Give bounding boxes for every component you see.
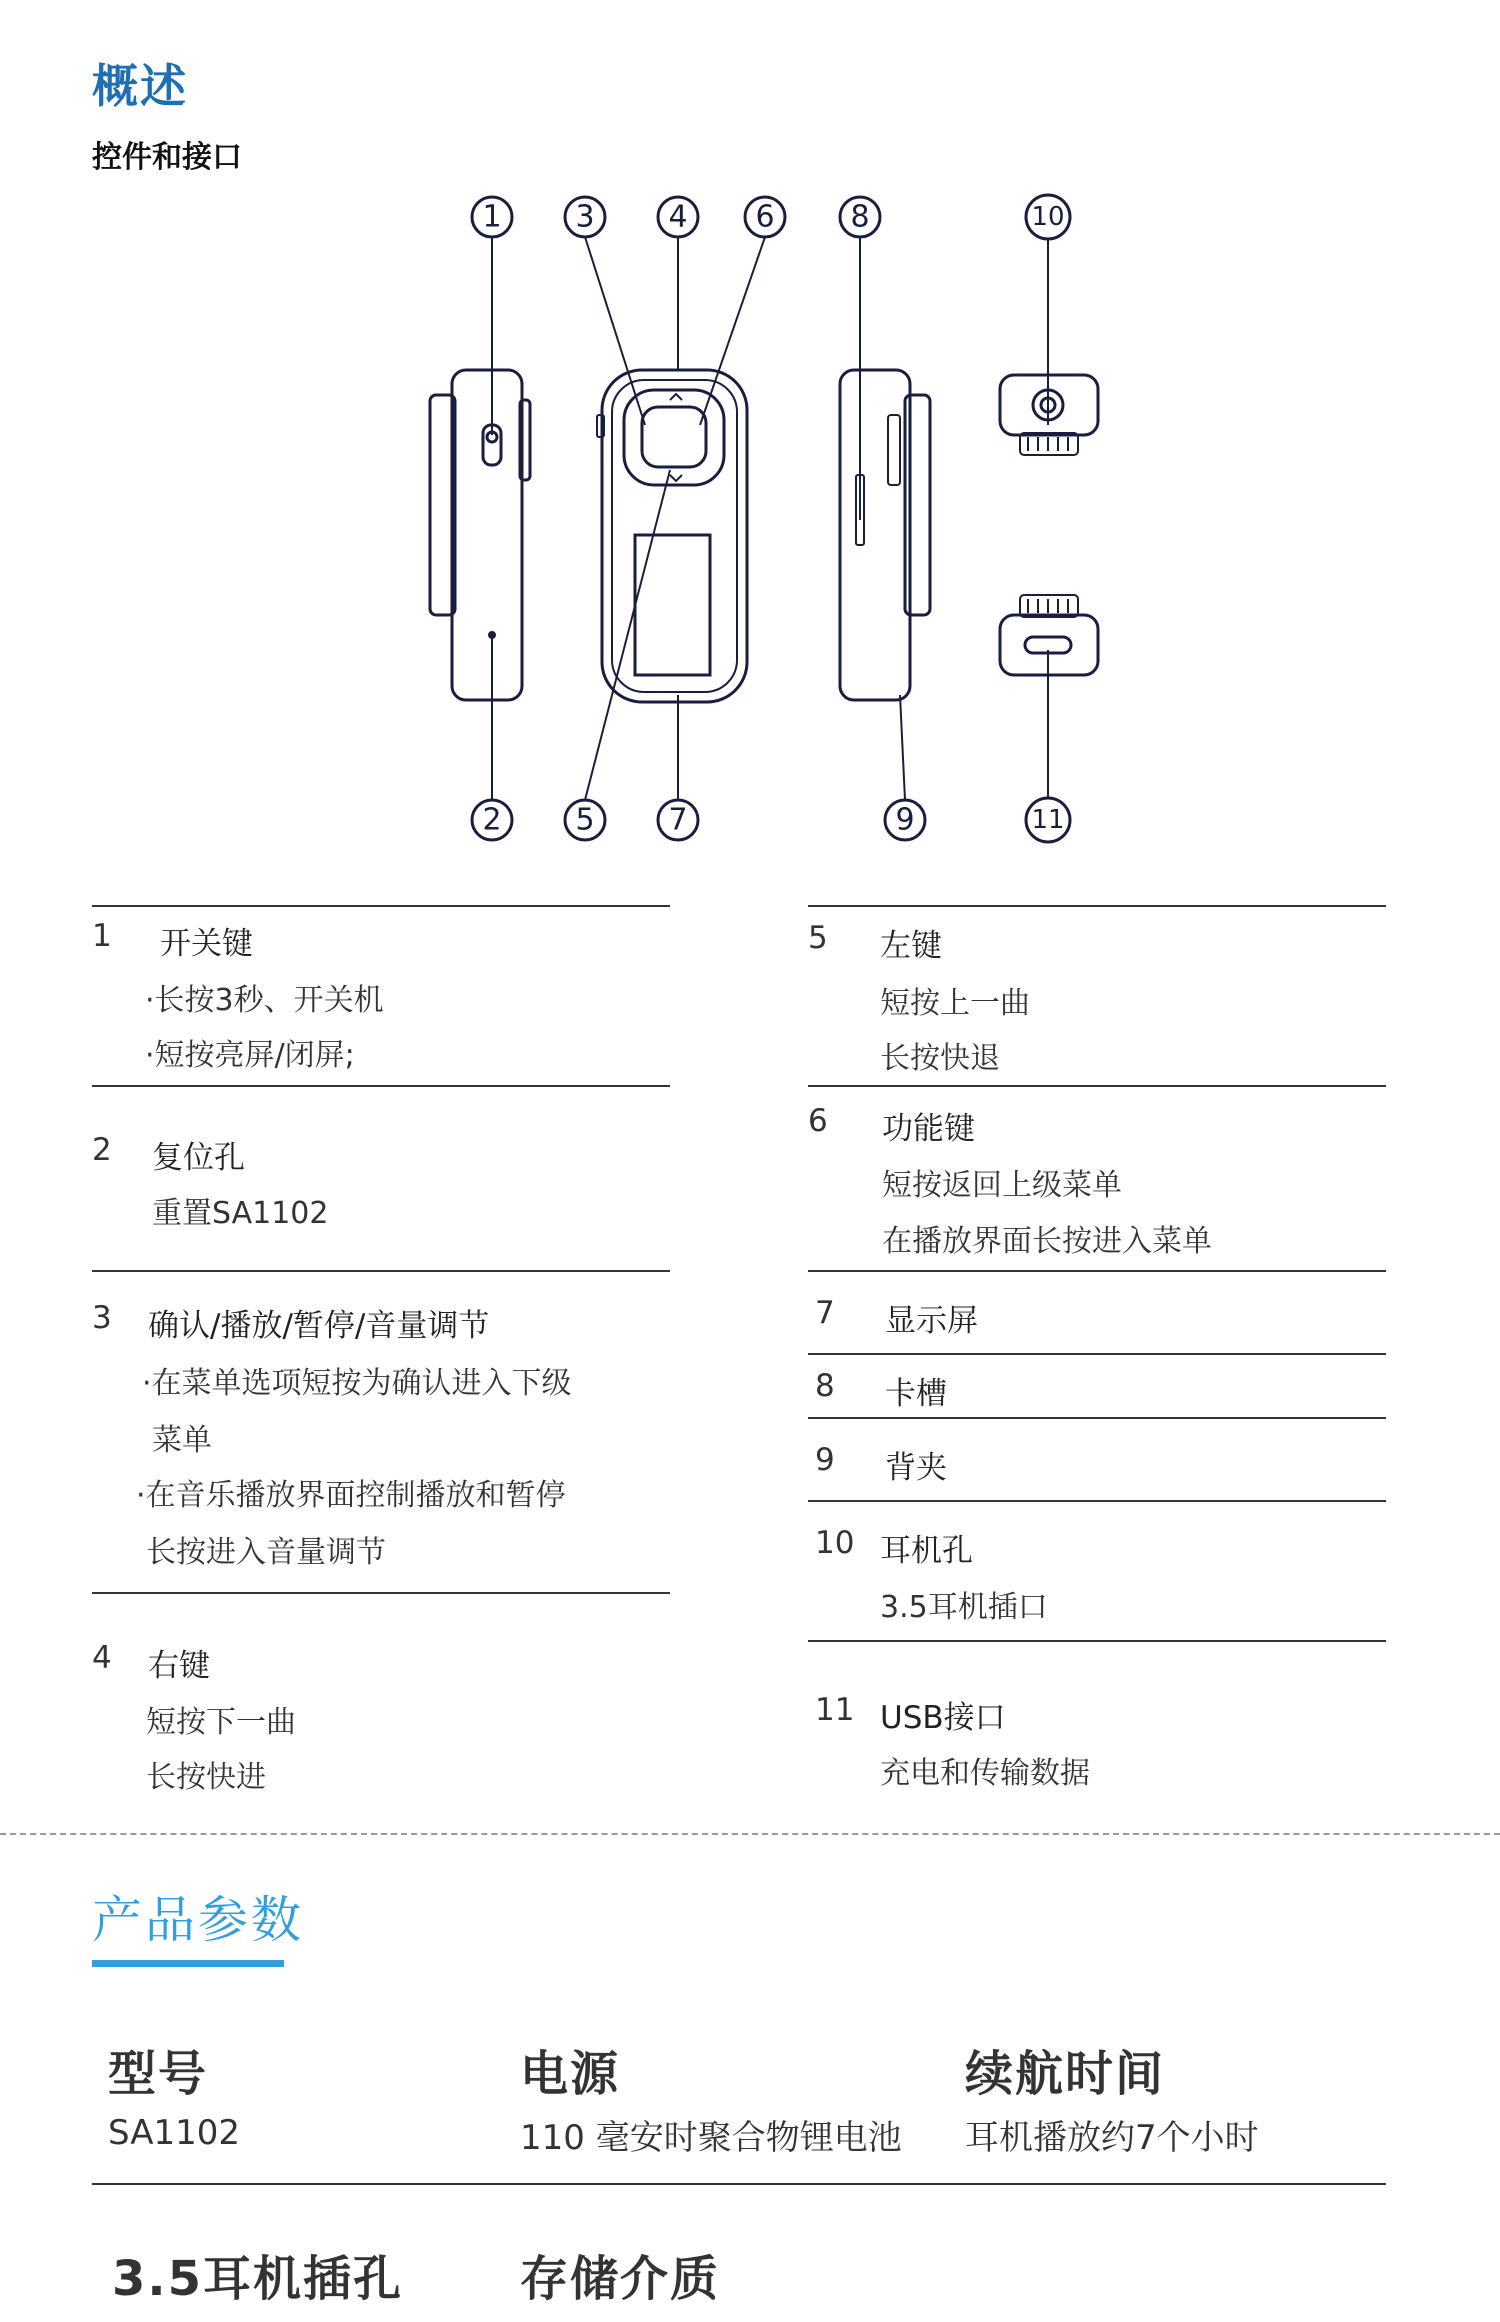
item-number: 11 [815, 1692, 855, 1728]
item-number: 3 [92, 1300, 112, 1336]
item-number: 2 [92, 1132, 112, 1168]
item-line: 短按上一曲 [880, 986, 1030, 1021]
divider [808, 1270, 1386, 1272]
param-value-battery-life: 耳机播放约7个小时 [965, 2118, 1259, 2158]
svg-text:5: 5 [575, 802, 595, 838]
divider [808, 1085, 1386, 1087]
divider [808, 1640, 1386, 1642]
item-line: 短按下一曲 [146, 1705, 296, 1740]
callout-11 [1026, 798, 1070, 842]
item-title-confirm-play: 确认/播放/暂停/音量调节 [148, 1308, 490, 1344]
param-label-power: 电源 [520, 2046, 621, 2102]
item-line: ·短按亮屏/闭屏; [145, 1038, 355, 1073]
svg-text:1: 1 [482, 199, 502, 235]
svg-text:11: 11 [1031, 805, 1065, 835]
callout-1 [472, 197, 512, 237]
item-line: ·在音乐播放界面控制播放和暂停 [136, 1478, 566, 1513]
param-label-model: 型号 [108, 2046, 209, 2102]
callout-7 [658, 800, 698, 840]
item-line: 充电和传输数据 [880, 1756, 1090, 1791]
divider [92, 2183, 1386, 2185]
item-number: 8 [815, 1368, 835, 1404]
callout-8 [840, 197, 880, 237]
section-separator [0, 1833, 1500, 1835]
overview-title: 概述 [92, 59, 188, 113]
item-title-reset-hole: 复位孔 [152, 1140, 245, 1176]
callout-2 [472, 800, 512, 840]
callout-3 [565, 197, 605, 237]
item-number: 5 [808, 920, 828, 956]
divider [808, 1417, 1386, 1419]
item-number: 10 [815, 1525, 855, 1561]
svg-text:3: 3 [575, 199, 595, 235]
item-line: 长按进入音量调节 [146, 1535, 386, 1570]
item-number: 9 [815, 1442, 835, 1478]
item-title-function-key: 功能键 [882, 1111, 975, 1147]
param-value-power: 110 毫安时聚合物锂电池 [520, 2118, 902, 2158]
item-title-usb-port: USB接口 [880, 1700, 1006, 1736]
item-line: 短按返回上级菜单 [882, 1168, 1122, 1203]
item-title-left-key: 左键 [880, 928, 942, 964]
item-line: 3.5耳机插口 [880, 1590, 1048, 1625]
param-label-storage: 存储介质 [520, 2251, 721, 2307]
divider [808, 1500, 1386, 1502]
item-number: 7 [815, 1295, 835, 1331]
svg-text:10: 10 [1031, 202, 1065, 232]
param-value-model: SA1102 [108, 2113, 240, 2153]
item-line: ·长按3秒、开关机 [145, 983, 384, 1018]
callout-4 [658, 197, 698, 237]
device-diagram [380, 175, 1180, 875]
divider [92, 1592, 670, 1594]
item-line: ·在菜单选项短按为确认进入下级 [142, 1366, 572, 1401]
divider [808, 1353, 1386, 1355]
item-line: 长按快退 [880, 1041, 1000, 1076]
params-title: 产品参数 [92, 1891, 304, 1949]
svg-text:4: 4 [668, 199, 688, 235]
item-title-headphone-jack: 耳机孔 [880, 1533, 973, 1569]
svg-text:2: 2 [482, 802, 502, 838]
svg-text:8: 8 [850, 199, 870, 235]
item-title-right-key: 右键 [148, 1648, 210, 1684]
item-line: 长按快进 [146, 1760, 266, 1795]
callout-6 [745, 197, 785, 237]
item-line: 菜单 [152, 1423, 212, 1458]
divider [92, 1270, 670, 1272]
callout-10 [1026, 195, 1070, 239]
param-label-headphone-jack: 3.5耳机插孔 [112, 2251, 404, 2307]
overview-subtitle: 控件和接口 [92, 140, 242, 175]
svg-text:9: 9 [895, 802, 915, 838]
param-label-battery-life: 续航时间 [965, 2046, 1166, 2102]
item-title-power-key: 开关键 [160, 926, 253, 962]
item-line: 在播放界面长按进入菜单 [882, 1224, 1212, 1259]
divider [808, 905, 1386, 907]
item-number: 1 [92, 918, 112, 954]
divider [92, 905, 670, 907]
item-title-card-slot: 卡槽 [885, 1376, 947, 1412]
item-line: 重置SA1102 [152, 1196, 329, 1231]
svg-text:6: 6 [755, 199, 775, 235]
svg-text:7: 7 [668, 802, 688, 838]
item-title-back-clip: 背夹 [885, 1450, 947, 1486]
item-number: 4 [92, 1640, 112, 1676]
item-title-display: 显示屏 [885, 1303, 978, 1339]
item-number: 6 [808, 1103, 828, 1139]
divider [92, 1085, 670, 1087]
params-title-underline [92, 1960, 284, 1967]
callout-9 [885, 800, 925, 840]
callout-5 [565, 800, 605, 840]
